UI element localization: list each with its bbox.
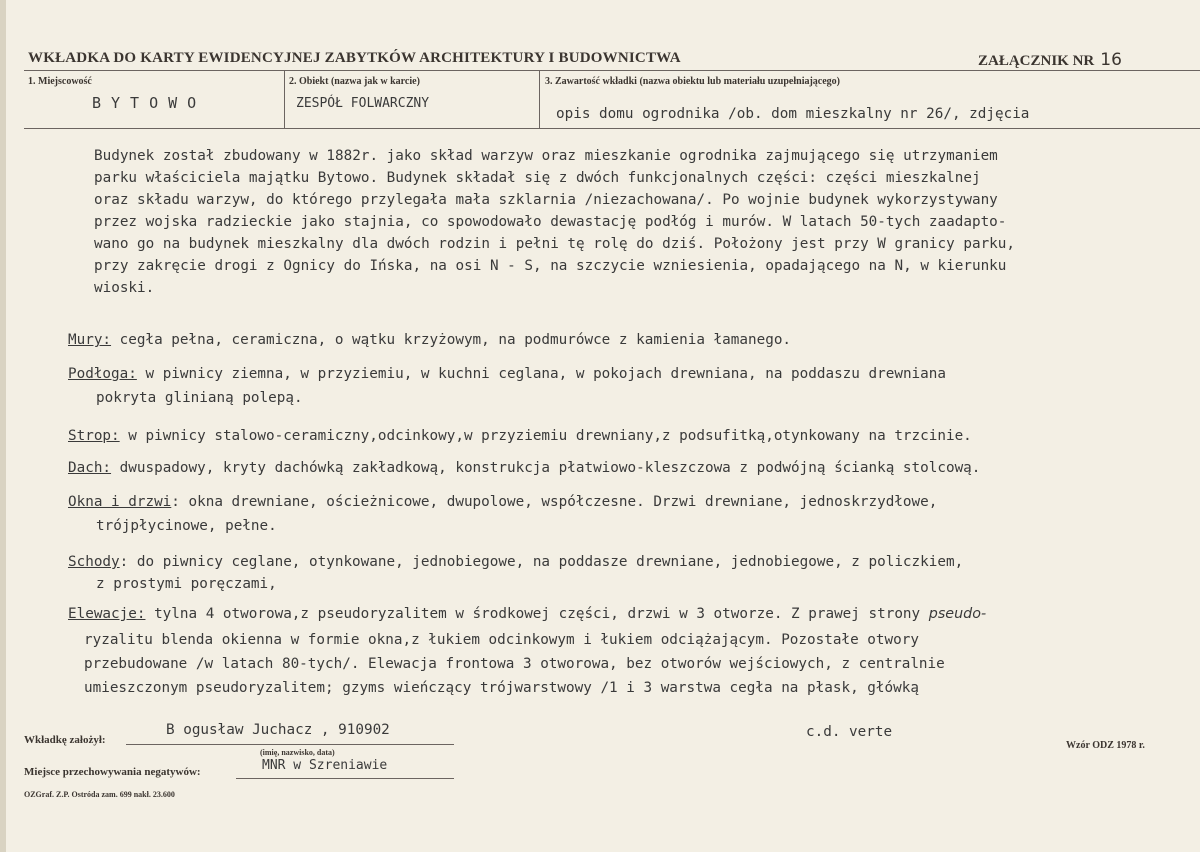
footer-created-value: B ogusław Juchacz , 910902	[166, 722, 390, 738]
section-label: Strop:	[68, 428, 120, 444]
section-label: Elewacje:	[68, 606, 146, 622]
header-bottom-rule	[24, 128, 1200, 129]
description-line: oraz składu warzyw, do którego przylegała mała szklarnia /niezachowana/. Po wojnie budynek wykorzystywany	[94, 192, 998, 208]
section-elevations-cont: umieszczonym pseudoryzalitem; gzyms wieńczący trójwarstwowy /1 i 3 warstwa cegła na płask, główką	[84, 680, 919, 696]
section-stairs	[68, 554, 963, 570]
description-line: wioski.	[94, 280, 155, 296]
description-line: przez wojska radzieckie jako stajnia, co spowodowało dewastację podłóg i murów. W latach 50-tych zaadapto-	[94, 214, 1007, 230]
annex-number	[978, 50, 1122, 70]
section-text: : do piwnicy ceglane, otynkowane, jednobiegowe, na poddasze drewniane, jednobiegowe, z policzkiem,	[119, 554, 964, 570]
section-text: w piwnicy stalowo-ceramiczny,odcinkowy,w przyziemiu drewniany,z podsufitką,otynkowany na trzcinie.	[119, 428, 972, 444]
section-elevations	[68, 606, 986, 622]
section-label: Schody	[68, 554, 120, 570]
column-divider-1	[284, 70, 285, 128]
description-line: przy zakręcie drogi z Ognicy do Ińska, na osi N - S, na szczycie wzniesienia, opadającego na N, w kierunku	[94, 258, 1007, 274]
description-line: parku właściciela majątku Bytowo. Budynek składał się z dwóch funkcjonalnych części: części mieszkalnej	[94, 170, 981, 186]
section-text: tylna 4 otworowa,z pseudoryzalitem w środkowej części, drzwi w 3 otworze. Z prawej strony	[145, 606, 929, 622]
footer-negatives-rule	[236, 778, 454, 779]
header-top-rule	[24, 70, 1200, 71]
section-elevations-cont: przebudowane /w latach 80-tych/. Elewacja frontowa 3 otworowa, bez otworów wejściowych, z centralnie	[84, 656, 945, 672]
section-label: Dach:	[68, 460, 112, 476]
section-windows-doors	[68, 494, 937, 510]
field-value-content: opis domu ogrodnika /ob. dom mieszkalny nr 26/, zdjęcia	[556, 106, 1030, 122]
section-roof	[68, 460, 980, 476]
section-ceiling	[68, 428, 972, 444]
section-text: : okna drewniane, ościeżnicowe, dwupolowe, współczesne. Drzwi drewniane, jednoskrzydłowe,	[171, 494, 938, 510]
form-title: WKŁADKA DO KARTY EWIDENCYJNEJ ZABYTKÓW ARCHITEKTURY I BUDOWNICTWA	[28, 50, 681, 66]
field-value-locality: BYTOWO	[92, 94, 207, 112]
footer-negatives-value: MNR w Szreniawie	[262, 758, 388, 773]
column-divider-2	[539, 70, 540, 128]
description-line: wano go na budynek mieszkalny dla dwóch rodzin i pełni tę rolę do dziś. Położony jest przy W granicy parku,	[94, 236, 1015, 252]
section-label: Podłoga:	[68, 366, 137, 382]
section-elevations-cont: ryzalitu blenda okienna w formie okna,z łukiem odcinkowym i łukiem odciążającym. Pozostałe otwory	[84, 632, 919, 648]
annex-label: ZAŁĄCZNIK NR	[978, 53, 1095, 69]
footer-negatives-label: Miejsce przechowywania negatywów:	[24, 766, 201, 778]
section-stairs-cont: z prostymi poręczami,	[96, 576, 277, 592]
section-floors	[68, 366, 946, 382]
description-line: Budynek został zbudowany w 1882r. jako skład warzyw oraz mieszkanie ogrodnika zajmującego się utrzymaniem	[94, 148, 998, 164]
section-text: dwuspadowy, kryty dachówką zakładkową, konstrukcja płatwiowo-kleszczowa z podwójną ścianką stolcową.	[111, 460, 981, 476]
footer-created-rule	[126, 744, 454, 745]
field-value-object: ZESPÓŁ FOLWARCZNY	[296, 96, 430, 111]
footer-created-hint: (imię, nazwisko, data)	[260, 748, 335, 757]
field-label-content: 3. Zawartość wkładki (nazwa obiektu lub materiału uzupełniającego)	[545, 76, 841, 87]
continued-note: c.d. verte	[806, 724, 893, 740]
section-windows-doors-cont: trójpłycinowe, pełne.	[96, 518, 277, 534]
printer-imprint: OZGraf. Z.P. Ostróda zam. 699 nakł. 23.600	[24, 790, 175, 799]
section-floors-cont: pokryta glinianą polepą.	[96, 390, 303, 406]
section-text: w piwnicy ziemna, w przyziemiu, w kuchni ceglana, w pokojach drewniana, na poddaszu drewniana	[136, 366, 946, 382]
field-label-locality: 1. Miejscowość	[28, 76, 92, 87]
form-model: Wzór ODZ 1978 r.	[1066, 740, 1145, 751]
section-label: Okna i drzwi	[68, 494, 172, 510]
field-label-object: 2. Obiekt (nazwa jak w karcie)	[289, 76, 420, 87]
section-walls	[68, 332, 791, 348]
handwritten-note: pseudo-	[928, 606, 987, 622]
section-label: Mury:	[68, 332, 112, 348]
annex-value: 16	[1100, 50, 1122, 70]
footer-created-label: Wkładkę założył:	[24, 734, 106, 746]
section-text: cegła pełna, ceramiczna, o wątku krzyżowym, na podmurówce z kamienia łamanego.	[111, 332, 792, 348]
